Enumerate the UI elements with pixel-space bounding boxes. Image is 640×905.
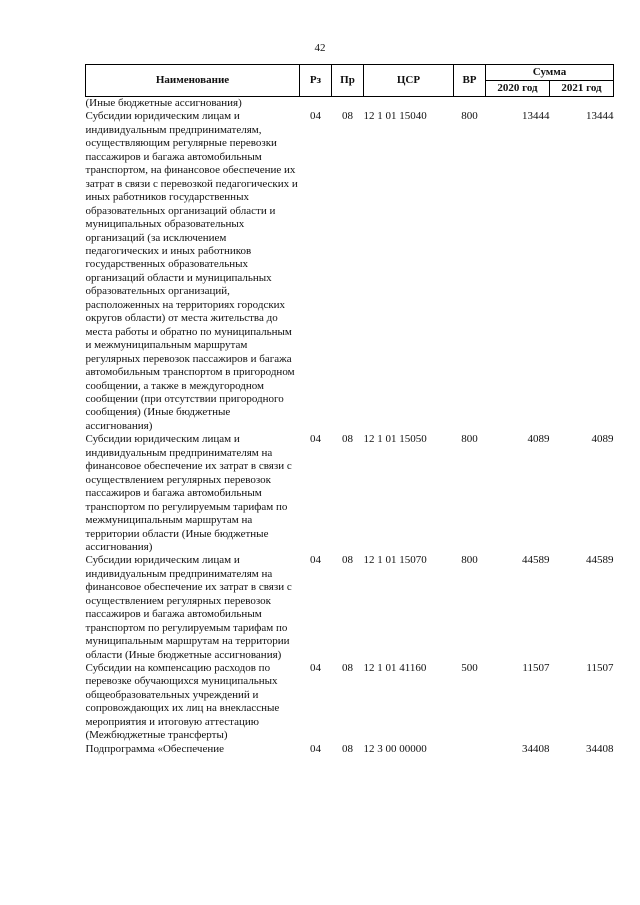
row-vr: 500	[461, 662, 478, 675]
row-sum-2021: 11507	[586, 662, 614, 675]
row-pr: 08	[342, 433, 353, 446]
table-row	[86, 97, 614, 111]
row-rz: 04	[310, 433, 321, 446]
budget-table	[85, 64, 614, 756]
row-csr: 12 1 01 15050	[363, 433, 427, 446]
row-vr: 800	[461, 554, 478, 567]
row-name: (Иные бюджетные ассигнования)	[85, 97, 242, 109]
row-sum-2021: 13444	[586, 110, 614, 123]
row-csr: 12 1 01 41160	[363, 662, 427, 675]
header-rz: Рз	[300, 65, 332, 97]
row-pr: 08	[342, 110, 353, 123]
row-name: Субсидии на компенсацию расходов по перевозке обучающихся муниципальных общеобразовательных учреждений и сопровождающих их лиц на внеклассные мероприятия и итоговую аттестацию (Межбюджетные трансферты)	[85, 662, 280, 742]
table-row	[86, 554, 614, 662]
row-sum-2021: 34408	[586, 742, 614, 755]
row-csr	[364, 97, 454, 111]
row-vr: 800	[461, 433, 478, 446]
row-pr: 08	[342, 662, 353, 675]
row-sum-2020: 11507	[522, 662, 550, 675]
row-sum-2021: 44589	[586, 554, 614, 567]
row-sum-2020: 44589	[522, 554, 550, 567]
row-name: Субсидии юридическим лицам и индивидуальным предпринимателям, осуществляющим регулярные перевозки пассажиров и багажа автомобильным транспортом, на финансовое обеспечение их затрат в связи с перевозкой педагогических и иных работников государственных образовательных организаций области и муниципальных образовательных организаций (за исключением педагогических и иных работников государственных образовательных организаций области и муниципальных образовательных организаций, расположенных на территориях городских округов области) от места жительства до места работы и обратно по муниципальным и межмуниципальным маршрутам регулярных перевозок пассажиров и багажа автомобильным транспортом в пригородном сообщении, а также в междугородном сообщении (при отсутствии пригородного сообщения) (Иные бюджетные ассигнования)	[85, 110, 298, 432]
header-name: Наименование	[86, 65, 300, 97]
row-vr	[454, 743, 486, 756]
header-row	[86, 65, 614, 81]
row-vr: 800	[461, 110, 478, 123]
row-pr: 08	[342, 742, 353, 755]
row-sum-2020: 13444	[522, 110, 550, 123]
table-row	[86, 662, 614, 743]
row-rz: 04	[310, 110, 321, 123]
header-year-2021: 2021 год	[550, 81, 614, 97]
table-row	[86, 110, 614, 433]
page-number: 42	[314, 42, 326, 54]
row-rz	[300, 97, 332, 111]
row-rz: 04	[310, 742, 321, 755]
row-rz: 04	[310, 662, 321, 675]
table-row	[86, 433, 614, 554]
row-sum-2020	[486, 97, 550, 111]
row-vr	[454, 97, 486, 111]
row-rz: 04	[310, 554, 321, 567]
header-vr: ВР	[454, 65, 486, 97]
row-sum-2020: 4089	[527, 433, 550, 446]
row-csr: 12 1 01 15070	[363, 554, 427, 567]
header-sum: Сумма	[486, 65, 614, 81]
row-sum-2021	[550, 97, 614, 111]
row-sum-2021: 4089	[591, 433, 614, 446]
table-row	[86, 743, 614, 756]
row-name: Субсидии юридическим лицам и индивидуальным предпринимателям на финансовое обеспечение их затрат в связи с осуществлением регулярных перевозок пассажиров и багажа автомобильным транспортом по регулируемым тарифам по межмуниципальным маршрутам на территории области (Иные бюджетные ассигнования)	[85, 433, 292, 553]
row-csr: 12 1 01 15040	[363, 110, 427, 123]
header-csr: ЦСР	[364, 65, 454, 97]
header-pr: Пр	[332, 65, 364, 97]
row-csr: 12 3 00 00000	[363, 742, 427, 755]
row-pr: 08	[342, 554, 353, 567]
row-sum-2020: 34408	[522, 742, 550, 755]
row-name: Субсидии юридическим лицам и индивидуальным предпринимателям на финансовое обеспечение их затрат в связи с осуществлением регулярных перевозок пассажиров и багажа автомобильным транспортом по регулируемым тарифам по муниципальным маршрутам на территории области (Иные бюджетные ассигнования)	[85, 554, 292, 661]
row-pr	[332, 97, 364, 111]
header-year-2020: 2020 год	[486, 81, 550, 97]
row-name: Подпрограмма «Обеспечение	[85, 742, 224, 755]
